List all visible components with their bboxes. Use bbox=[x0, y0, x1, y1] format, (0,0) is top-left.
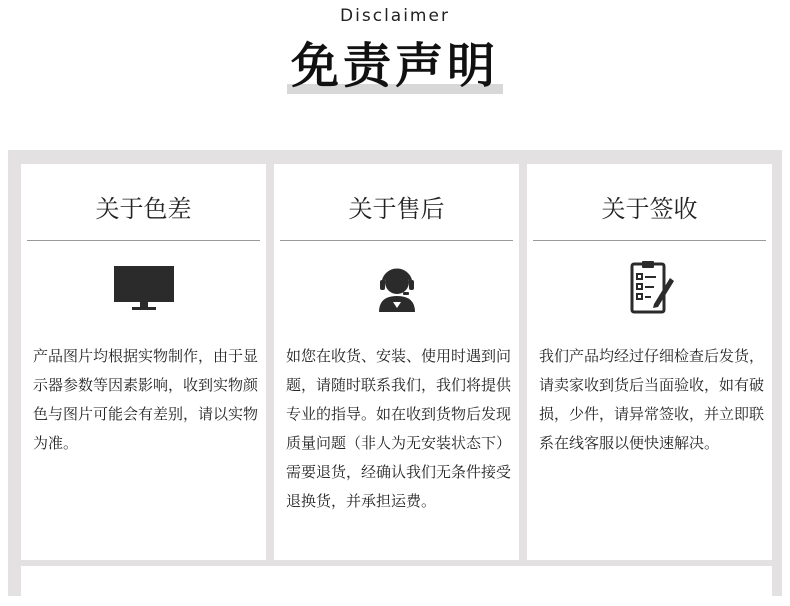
page-subtitle: Disclaimer bbox=[340, 6, 450, 26]
color-difference-card bbox=[21, 164, 266, 560]
receipt-sign-card bbox=[527, 164, 772, 560]
card-text: 我们产品均经过仔细检查后发货，请卖家收到货后当面验收，如有破损，少件，请异常签收，并立即联系在线客服以便快速解决。 bbox=[539, 347, 765, 452]
bottom-card bbox=[21, 566, 772, 606]
card-text: 如您在收货、安装、使用时遇到问题，请随时联系我们，我们将提供专业的指导。如在收到货物后发现质量问题（非人为无安装状态下）需要退货，经确认我们无条件接受退换货，并承担运费。 bbox=[286, 347, 512, 510]
card-title: 关于签收 bbox=[601, 195, 698, 223]
card-title: 关于色差 bbox=[95, 195, 192, 223]
disclaimer-panel bbox=[8, 150, 782, 596]
page-title: 免责声明 bbox=[287, 36, 503, 96]
clipboard-sign-icon bbox=[618, 260, 682, 316]
page-header bbox=[0, 0, 790, 150]
card-divider bbox=[280, 240, 513, 241]
card-divider bbox=[27, 240, 260, 241]
customer-service-headset-icon bbox=[365, 260, 429, 316]
after-sales-card bbox=[274, 164, 519, 560]
page-title-wrap bbox=[0, 36, 790, 96]
card-title: 关于售后 bbox=[348, 195, 445, 223]
card-divider bbox=[533, 240, 766, 241]
monitor-icon bbox=[112, 260, 176, 316]
card-text: 产品图片均根据实物制作，由于显示器参数等因素影响，收到实物颜色与图片可能会有差别，请以实物为准。 bbox=[33, 347, 259, 452]
